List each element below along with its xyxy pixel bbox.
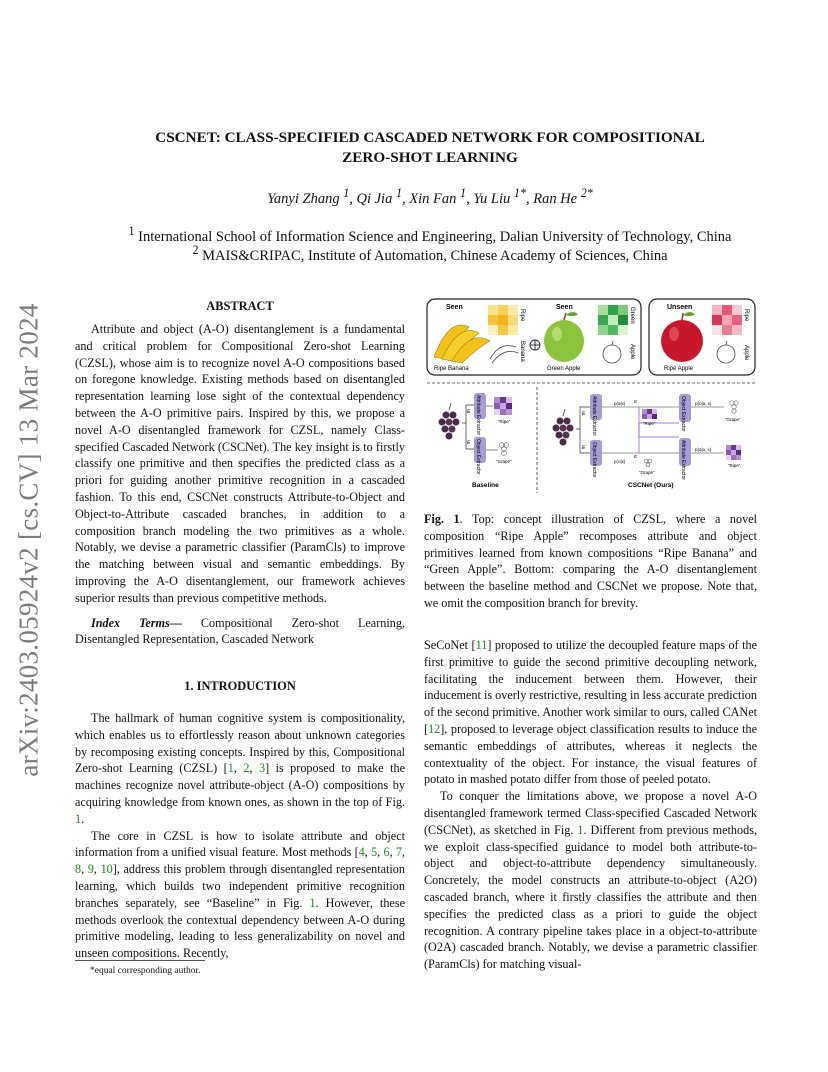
citation-link[interactable]: 12 [428,721,441,736]
right-column-body [424,637,757,973]
author-affiliation-marker: 1 [395,186,403,200]
author-name: Qi Jia $^1$ [356,186,403,207]
apple-label-2: Apple [743,345,749,361]
ripe-heatmap-unseen [712,305,742,335]
title-line-2: ZERO-SHOT LEARNING [342,149,518,166]
cscnet-grape-image [553,409,574,446]
right-paragraph-2: To conquer the limitations above, we propose a novel A-O disentangled framework termed Class-specified Cascaded Network (CSCNet), as sketched in Fig. 1. Different from previous methods, we exploit class-specified guidance to model both attribute-to-object and object-to-attribute dependency simultaneously. Concretely, the model constructs an attribute-to-object (A2O) cascaded branch, where it firstly classifies the attribute and then specifies the predicted class as a priori to guide the object recognition. A contrary pipeline takes place in a object-to-attribute (O2A) cascaded branch. Notably, we devise a parametric classifier (ParamCls) for matching visual- [424,789,757,972]
ripe-heatmap [488,305,518,335]
citation-link[interactable]: 5 [371,845,378,860]
intro-paragraph-1: The hallmark of human cognitive system is compositionality, which enables us to effortlessly reason about unknown categories by recomposing existing concepts. Inspired by this, Compositional Zero-shot Learning (CZSL) [1, 2, 3] is proposed to make the machines recognize novel attribute-object (A-O) compositions by acquiring knowledge from known ones, as shown in the top of Fig. 1. [75,711,406,826]
right-paragraph-1: SeCoNet [11] proposed to utilize the decoupled feature maps of the first primitive to guide the second primitive decoupling network, facilitating the inducement between them. However, their inducement is overly restrictive, resulting in less accurate prediction of the second primitive. Another work similar to ours, called CANet [12], proposed to leverage object classification results to induce the semantic embeddings of attributes, whereas it neglects the contextuality of the object. For instance, the visual features of potato in mashed potato differ from those of peeled potato. [424,638,757,787]
author-name: Ran He $^{2*}$ [533,186,593,207]
cscnet-grape-sketch-icon-2 [730,401,738,413]
citation-link[interactable]: 3 [258,761,266,776]
banana-label: Banana [519,341,525,362]
baseline-grape-output: “Grape” [496,459,512,464]
affiliation-1-marker: 1 [128,224,135,238]
cscnet-grape-final: “Grape” [725,417,741,422]
cscnet-grape-output: “Grape” [639,470,655,475]
cscnet-ea: E [582,411,586,417]
intro-paragraph-2: The core in CZSL is how to isolate attribute and object information from a unified visual feature. Most methods [4, 5, 6, 7, 8, 9, 10], address this problem through disentangled representation learning, which builds two independent primitive recognition branches separately, see “Baseline” in Fig. 1. However, these methods overlook the contextual dependency between A-O during primitive modeling, leading to less generalizability on novel and unseen compositions. Recently, [75,828,406,961]
title-line-1: CSCNET: CLASS-SPECIFIED CASCADED NETWORK FOR COMPOSITIONAL [155,129,705,146]
author-name: Xin Fan $^1$ [409,186,467,207]
index-terms-text: Compositional Zero-shot Learning, Disentangled Representation, Cascaded Network [75,615,405,647]
author-affiliation-marker: 1 [460,186,467,200]
seen-label-2: Seen [556,304,573,311]
footnote-rule [75,960,205,961]
baseline-attribute-extractor-label: Attribute Extractor [475,395,481,436]
citation-link[interactable]: 7 [395,845,402,860]
cscnet-attr-heatmap-2 [726,445,741,460]
arxiv-identifier: arXiv:2403.05924v2 [cs.CV] 13 Mar 2024 [13,303,44,777]
figure-1-caption-text: . Top: concept illustration of CZSL, where a novel composition “Ripe Apple” recomposes attribute and object primitives learned from known compositions “Ripe Banana” and “Green Apple”. Bottom: comparing the A-O disentanglement between the baseline method and CSCNet we propose. Note that, we omit the composition branch for brevity. [424,512,757,610]
index-terms-label: Index Terms— [91,615,182,630]
citation-link[interactable]: 11 [475,638,488,652]
abstract-paragraph: Attribute and object (A-O) disentanglement is a fundamental and critical problem for Compositional Zero-shot Learning (CZSL), whose aim is to recognize novel A-O compositions based on foregone knowledge. Existing methods based on disentangled representation learning lose sight of the contextual dependency between the A-O primitive pairs. Inspired by this, we propose a novel A-O disentangled framework for CZSL, namely Class-specified Cascaded Network (CSCNet). The key insight is to firstly classify one primitive and then specifies the predicted class as a priori for guiding another primitive recognition in a cascaded fashion. To this end, CSCNet constructs Attribute-to-Object and Object-to-Attribute cascaded branches, in addition to a composition branch modeling the two primitives as a whole. Notably, we devise a parametric classifier (ParamCls) to improve the matching between visual and semantic embeddings. By improving the A-O disentanglement, our framework achieves superior results than previous competitive methods. [75,322,405,605]
figure-1-caption [424,511,757,612]
baseline-caption: Baseline [472,482,499,489]
cscnet-attr-heatmap [642,409,657,419]
citation-link[interactable]: 4 [358,845,365,860]
cscnet-ripe-final: “Ripe” [728,463,741,468]
cscnet-eo: E [582,445,586,451]
baseline-ripe-output: “Ripe” [498,419,511,424]
citation-link[interactable]: 9 [87,862,94,877]
affiliation-1-text: International School of Information Science and Engineering, Dalian University of Technology, China [138,228,732,245]
citation-link[interactable]: 10 [100,862,113,877]
author-affiliation-marker: 1* [513,186,526,200]
ripe-label-1: Ripe [519,309,525,322]
cscnet-attribute-extractor-label: Attribute Extractor [591,396,597,437]
citation-link[interactable]: 2 [243,761,250,776]
cscnet-poax: p(o|a, x) [695,401,712,406]
introduction-body [75,710,405,962]
baseline-grape-sketch-icon [500,443,509,456]
author-affiliation-marker: 2* [580,186,593,200]
baseline-ea: E [467,409,471,415]
paper-title [70,128,790,168]
baseline-object-extractor-label: Object Extractor [475,439,481,475]
abstract-heading: ABSTRACT [206,299,274,313]
baseline-grape-image [439,403,460,440]
cscnet-object-extractor-2-label: Object Extractor [680,396,686,432]
ripe-label-2: Ripe [743,309,749,322]
ripe-apple-label: Ripe Apple [664,366,694,372]
cscnet-pax: p(a|x) [614,401,626,406]
figure-1-diagram [424,297,758,497]
cscnet-eobj: E [634,454,638,459]
cscnet-ripe-output: “Ripe” [643,421,656,426]
introduction-heading: 1. INTRODUCTION [184,679,296,693]
author-list: Yanyi Zhang $^1$, Qi Jia $^1$, Xin Fan $^1$, Yu Liu $^{1*}$, Ran He $^{2*}$ [267,186,593,207]
figure-link[interactable]: 1 [75,811,82,826]
figure-link[interactable]: 1 [309,895,316,910]
baseline-attr-heatmap [494,397,512,415]
green-apple-label: Green Apple [547,366,581,372]
cscnet-attribute-extractor-2-label: Attribute Extractor [680,440,686,481]
index-terms [75,615,405,649]
affiliation-2-text: MAIS&CRIPAC, Institute of Automation, Chinese Academy of Sciences, China [202,247,668,264]
cscnet-grape-sketch-icon [644,459,652,467]
footnote: *equal corresponding author. [90,966,201,976]
citation-link[interactable]: 8 [75,862,82,877]
author-affiliation-marker: 1 [343,186,350,200]
author-name: Yanyi Zhang $^1$ [267,186,350,207]
baseline-eo: E [467,440,471,446]
seen-label-1: Seen [446,304,463,311]
cscnet-eatt: E [634,399,638,404]
cscnet-pox: p(o|x) [614,459,626,464]
unseen-label: Unseen [667,304,693,311]
citation-link[interactable]: 6 [383,845,390,860]
ripe-banana-label: Ripe Banana [434,366,469,372]
green-heatmap [598,305,628,335]
cscnet-caption: CSCNet (Ours) [628,482,674,489]
citation-link[interactable]: 1 [227,761,234,776]
cscnet-cross-link-2 [639,423,679,453]
green-label: Green [629,307,635,324]
apple-label-1: Apple [629,344,635,360]
cscnet-paox: p(a|o, x) [695,447,712,452]
compose-plus-icon [530,340,540,350]
figure-link[interactable]: 1 [577,822,584,837]
affiliation-2-marker: 2 [192,243,199,257]
cscnet-object-extractor-label: Object Extractor [591,442,597,478]
figure-1 [424,297,758,497]
figure-1-label: Fig. 1 [424,512,460,526]
abstract-body [75,321,405,648]
affiliation-2 [70,243,790,265]
author-name: Yu Liu $^{1*}$ [473,186,526,207]
